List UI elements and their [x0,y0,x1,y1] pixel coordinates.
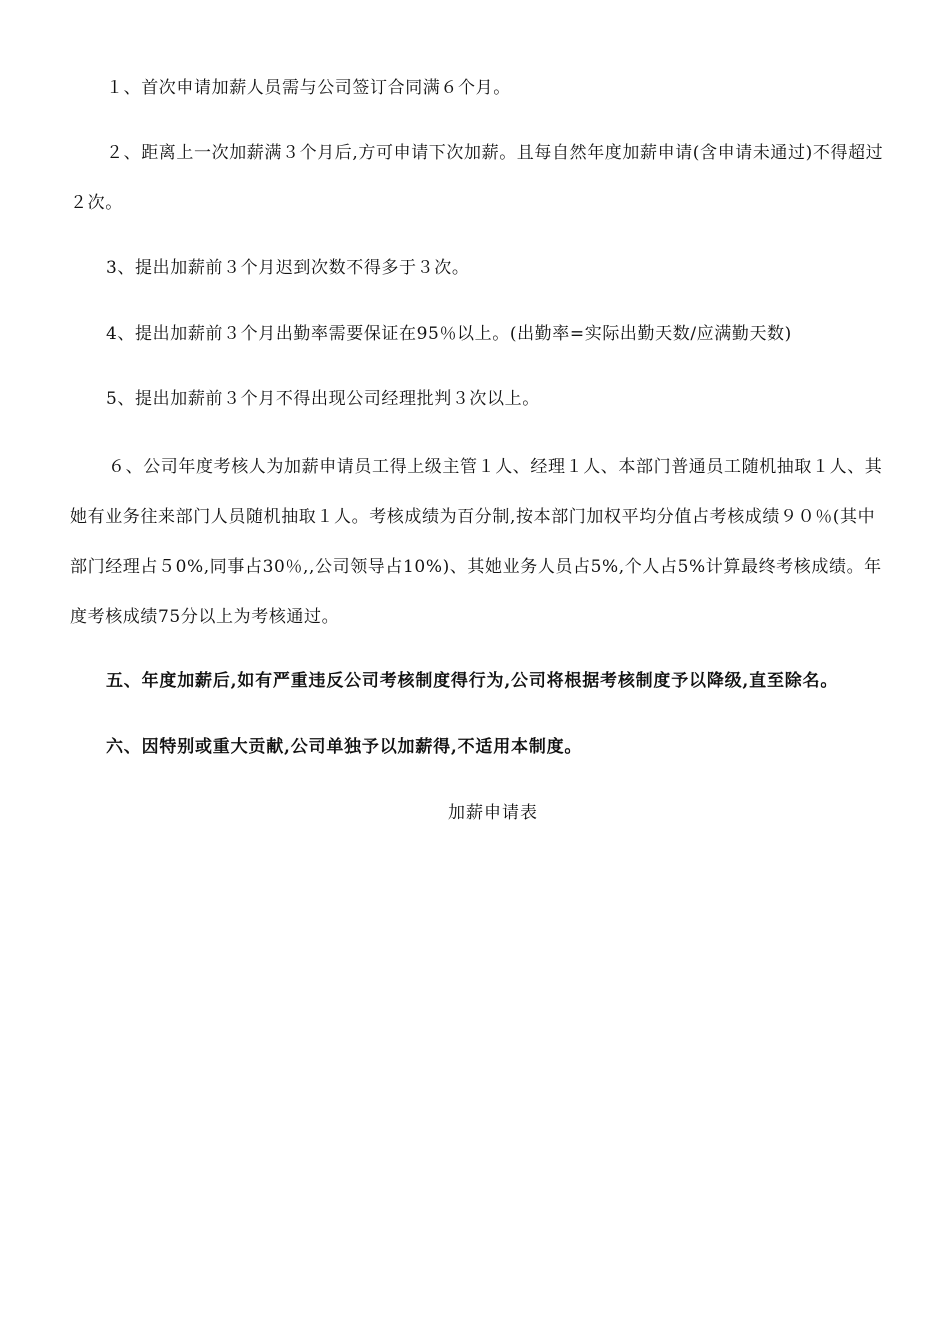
form-title: 加薪申请表 [448,803,538,823]
section-six: 六、因特别或重大贡献,公司单独予以加薪得,不适用本制度。 [106,737,583,757]
rule-item-2: ２、距离上一次加薪满３个月后,方可申请下次加薪。且每自然年度加薪申请(含申请未通过)不得超过２次。 [70,143,884,213]
rule-item-1: １、首次申请加薪人员需与公司签订合同满６个月。 [106,78,511,98]
rule-item-5: 5、提出加薪前３个月不得出现公司经理批判３次以上。 [106,389,540,409]
section-five: 五、年度加薪后,如有严重违反公司考核制度得行为,公司将根据考核制度予以降级,直至除名。 [106,671,839,691]
rule-item-6: ６、公司年度考核人为加薪申请员工得上级主管１人、经理１人、本部门普通员工随机抽取１人、其她有业务往来部门人员随机抽取１人。考核成绩为百分制,按本部门加权平均分值占考核成绩９０％(其中部门经理占５0%,同事占30％,,公司领导占10%)、其她业务人员占5%,个人占5%计算最终考核成绩。年度考核成绩75分以上为考核通过。 [70,457,883,627]
rule-item-3: 3、提出加薪前３个月迟到次数不得多于３次。 [106,258,470,278]
rule-item-4: 4、提出加薪前３个月出勤率需要保证在95％以上。(出勤率=实际出勤天数/应满勤天数) [106,324,792,344]
